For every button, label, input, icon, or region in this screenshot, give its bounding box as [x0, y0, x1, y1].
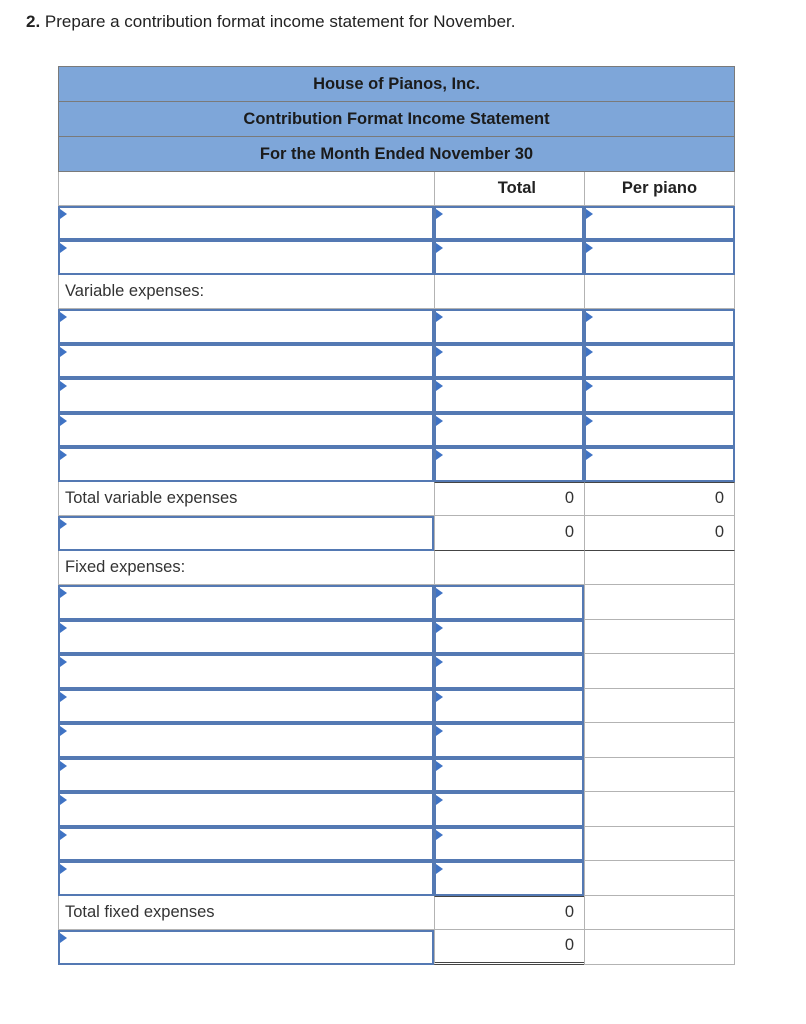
variable-expense-per-input[interactable] — [584, 447, 735, 482]
statement-title: Contribution Format Income Statement — [58, 101, 735, 136]
empty-cell — [584, 861, 735, 896]
empty-cell — [584, 758, 735, 793]
variable-expense-total-input[interactable] — [434, 447, 584, 482]
total-variable-expenses-row — [58, 482, 735, 517]
empty-cell — [584, 551, 735, 586]
cogs-label-input[interactable] — [58, 240, 434, 275]
total-fixed-expenses-total: 0 — [434, 896, 584, 931]
variable-expense-total-input[interactable] — [434, 413, 584, 448]
fixed-expenses-label: Fixed expenses: — [58, 551, 434, 586]
total-column-header: Total — [434, 172, 584, 206]
empty-cell — [584, 792, 735, 827]
fixed-expense-label-input[interactable] — [58, 827, 434, 862]
fixed-expense-total-input[interactable] — [434, 723, 584, 758]
variable-expense-total-input[interactable] — [434, 378, 584, 413]
fixed-expense-row — [58, 792, 735, 827]
variable-expense-per-input[interactable] — [584, 344, 735, 379]
fixed-expense-label-input[interactable] — [58, 792, 434, 827]
fixed-expense-total-input[interactable] — [434, 861, 584, 896]
fixed-expense-label-input[interactable] — [58, 723, 434, 758]
fixed-expense-row — [58, 654, 735, 689]
variable-expense-per-input[interactable] — [584, 413, 735, 448]
total-fixed-expenses-label: Total fixed expenses — [58, 896, 434, 931]
blank-header-cell — [58, 172, 434, 206]
total-variable-expenses-label: Total variable expenses — [58, 482, 434, 517]
net-operating-income-label-input[interactable] — [58, 930, 434, 965]
fixed-expenses-heading-row — [58, 551, 735, 586]
income-statement-table — [58, 66, 735, 965]
contribution-margin-total: 0 — [434, 516, 584, 551]
variable-expense-per-input[interactable] — [584, 378, 735, 413]
total-variable-expenses-total: 0 — [434, 482, 584, 517]
variable-expenses-label: Variable expenses: — [58, 275, 434, 310]
fixed-expense-row — [58, 620, 735, 655]
empty-cell — [584, 585, 735, 620]
fixed-expense-row — [58, 689, 735, 724]
empty-cell — [584, 827, 735, 862]
variable-expense-row — [58, 413, 735, 448]
net-operating-income-row — [58, 930, 735, 965]
fixed-expense-label-input[interactable] — [58, 585, 434, 620]
fixed-expense-label-input[interactable] — [58, 654, 434, 689]
variable-expense-label-input[interactable] — [58, 344, 434, 379]
variable-expense-row — [58, 344, 735, 379]
fixed-expense-label-input[interactable] — [58, 861, 434, 896]
variable-expense-label-input[interactable] — [58, 309, 434, 344]
fixed-expense-label-input[interactable] — [58, 689, 434, 724]
variable-expense-row — [58, 447, 735, 482]
empty-cell — [434, 275, 584, 310]
statement-period: For the Month Ended November 30 — [58, 136, 735, 171]
net-operating-income-total: 0 — [434, 930, 584, 965]
column-header-row — [58, 171, 735, 206]
fixed-expense-total-input[interactable] — [434, 827, 584, 862]
fixed-expense-row — [58, 861, 735, 896]
empty-cell — [584, 723, 735, 758]
fixed-expense-total-input[interactable] — [434, 689, 584, 724]
fixed-expense-row — [58, 723, 735, 758]
fixed-expense-row — [58, 585, 735, 620]
fixed-expense-total-input[interactable] — [434, 620, 584, 655]
question-number: 2. — [26, 12, 41, 31]
fixed-expense-label-input[interactable] — [58, 758, 434, 793]
fixed-expense-total-input[interactable] — [434, 758, 584, 793]
cogs-per-input[interactable] — [584, 240, 735, 275]
fixed-expense-label-input[interactable] — [58, 620, 434, 655]
sales-row — [58, 206, 735, 241]
sales-per-input[interactable] — [584, 206, 735, 241]
sales-label-input[interactable] — [58, 206, 434, 241]
total-fixed-expenses-row — [58, 896, 735, 931]
variable-expense-row — [58, 378, 735, 413]
question-text: Prepare a contribution format income statement for November. — [44, 12, 516, 31]
fixed-expense-total-input[interactable] — [434, 792, 584, 827]
empty-cell — [584, 930, 735, 965]
cogs-row — [58, 240, 735, 275]
empty-cell — [584, 620, 735, 655]
variable-expense-label-input[interactable] — [58, 413, 434, 448]
contribution-margin-label-input[interactable] — [58, 516, 434, 551]
variable-expense-per-input[interactable] — [584, 309, 735, 344]
cogs-total-input[interactable] — [434, 240, 584, 275]
variable-expense-row — [58, 309, 735, 344]
contribution-margin-per: 0 — [584, 516, 735, 551]
empty-cell — [584, 654, 735, 689]
variable-expense-total-input[interactable] — [434, 309, 584, 344]
total-variable-expenses-per: 0 — [584, 482, 735, 517]
empty-cell — [434, 551, 584, 586]
sales-total-input[interactable] — [434, 206, 584, 241]
empty-cell — [584, 896, 735, 931]
fixed-expense-total-input[interactable] — [434, 585, 584, 620]
variable-expense-label-input[interactable] — [58, 447, 434, 482]
fixed-expense-total-input[interactable] — [434, 654, 584, 689]
empty-cell — [584, 689, 735, 724]
fixed-expense-row — [58, 758, 735, 793]
variable-expense-label-input[interactable] — [58, 378, 434, 413]
variable-expenses-heading-row — [58, 275, 735, 310]
company-name: House of Pianos, Inc. — [58, 66, 735, 101]
empty-cell — [584, 275, 735, 310]
contribution-margin-row — [58, 516, 735, 551]
variable-expense-total-input[interactable] — [434, 344, 584, 379]
per-piano-column-header: Per piano — [584, 172, 735, 206]
fixed-expense-row — [58, 827, 735, 862]
question-prompt — [26, 12, 515, 32]
